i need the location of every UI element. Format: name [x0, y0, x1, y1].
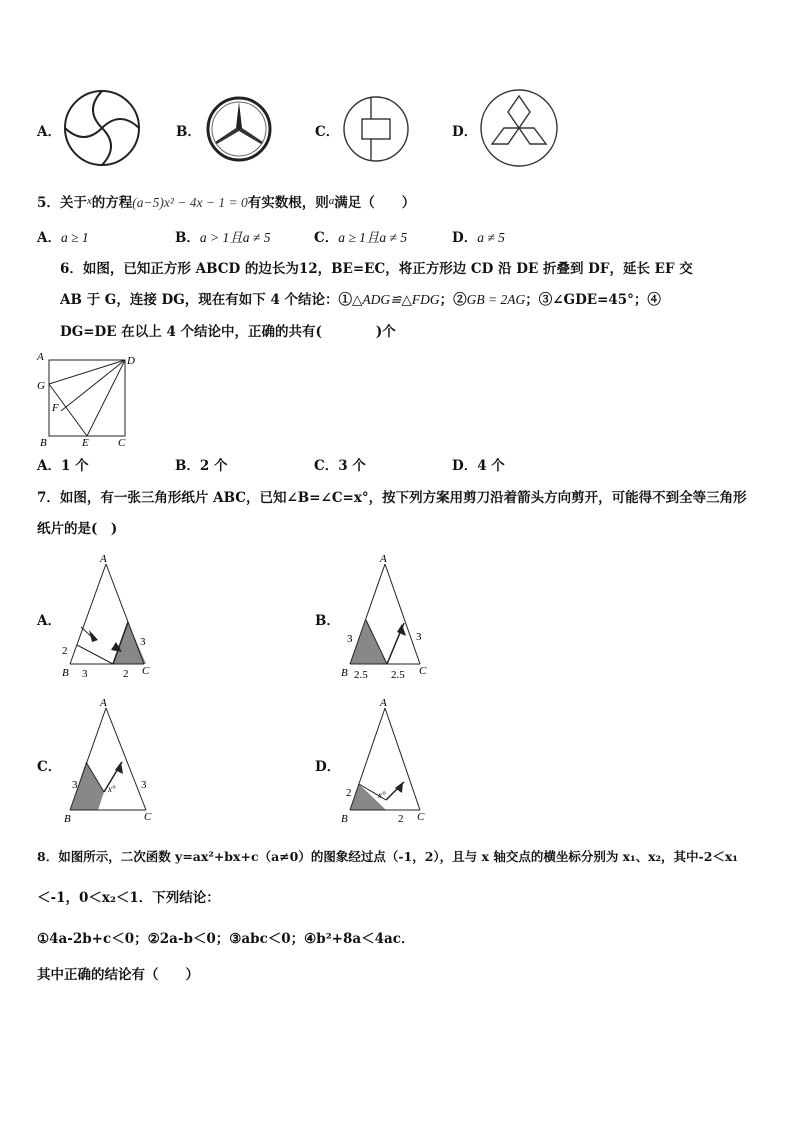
q6-label-d: D — [127, 355, 135, 367]
q7c-label-c: C — [144, 811, 152, 823]
q4-option-c-label: C． — [315, 124, 340, 140]
q7d-label-c: C — [417, 811, 425, 823]
q7b-label-c: C — [419, 665, 427, 677]
q6-option-b[interactable] — [175, 457, 228, 475]
q5-option-b-text: a > 1且a ≠ 5 — [199, 230, 271, 245]
q6-option-b-label: B． — [175, 458, 200, 474]
q6-label-a: A — [37, 351, 44, 363]
q7-option-c-label[interactable]: C． — [37, 759, 62, 775]
q7d-label-a: A — [380, 697, 387, 709]
q8-stem-line2: ＜-1，0＜x₂＜1．下列结论： — [37, 890, 220, 906]
q7b-num-4: 3 — [416, 631, 422, 643]
q4-option-d-label: D． — [452, 124, 478, 140]
q6-stem-line2 — [60, 291, 661, 309]
q4-figure-d-three-diamonds-icon — [478, 88, 560, 168]
q7c-label-a: A — [100, 697, 107, 709]
q7a-label-c: C — [142, 665, 150, 677]
q7a-label-b: B — [62, 667, 69, 679]
q5-stem-part: 满足（ ） — [334, 195, 416, 211]
q6-label-f: F — [52, 402, 59, 414]
q7a-label-a: A — [100, 553, 107, 565]
q6-label-e: E — [82, 437, 89, 449]
q5-option-d[interactable] — [452, 229, 505, 247]
q6-math-congruent: △ADG≌△FDG — [352, 292, 440, 307]
q6-option-a-label: A． — [37, 458, 61, 474]
q6-label-c: C — [118, 437, 126, 449]
q4-option-b-label: B． — [176, 124, 201, 140]
q5-option-d-text: a ≠ 5 — [477, 230, 505, 245]
q6-square-figure — [34, 350, 134, 448]
q5-option-a-label: A． — [37, 230, 61, 246]
q5-stem — [37, 192, 415, 212]
q6-stem-part: ；③∠GDE=45°；④ — [525, 292, 661, 308]
q6-option-a[interactable] — [37, 457, 89, 475]
q6-stem-part: AB 于 G，连接 DG，现在有如下 4 个结论：① — [60, 292, 353, 308]
q6-option-c[interactable] — [314, 457, 366, 475]
q6-option-c-text: 3 个 — [338, 458, 366, 474]
q4-figure-a-pinwheel-circle — [62, 88, 142, 168]
q7b-num-1: 3 — [347, 633, 353, 645]
q7b-label-b: B — [341, 667, 348, 679]
q6-label-g: G — [37, 380, 45, 392]
q8-stem-line1: 8．如图所示，二次函数 y=ax²+bx+c（a≠0）的图象经过点（-1，2），且与 x 轴交点的横坐标分别为 x₁、x₂，其中-2＜x₁ — [37, 849, 738, 864]
q7a-num-2: 3 — [82, 668, 88, 680]
q6-stem-line3: DG=DE 在以上 4 个结论中，正确的共有( )个 — [60, 324, 396, 340]
q7c-angle-x: x° — [108, 784, 116, 794]
q8-conclusions: ①4a-2b+c＜0；②2a-b＜0；③abc＜0；④b²+8a＜4ac． — [37, 931, 415, 947]
q6-option-b-text: 2 个 — [199, 458, 228, 474]
q7-option-d-label[interactable]: D． — [315, 759, 341, 775]
q7-option-a-label[interactable]: A． — [37, 613, 61, 629]
q7-stem-line1: 7．如图，有一张三角形纸片 ABC，已知∠B=∠C=x°，按下列方案用剪刀沿着箭头方向剪开，可能得不到全等三角形 — [37, 490, 747, 506]
q5-option-b[interactable] — [175, 229, 270, 247]
q7d-label-b: B — [341, 813, 348, 825]
q8-question: 其中正确的结论有（ ） — [37, 967, 199, 983]
q5-stem-part: 的方程 — [91, 195, 133, 211]
q5-stem-part: 5．关于 — [37, 195, 87, 211]
q7c-num-1: 3 — [72, 779, 78, 791]
q5-option-c[interactable] — [314, 229, 407, 247]
q5-option-d-label: D． — [452, 230, 478, 246]
q7c-num-3: 3 — [141, 779, 147, 791]
q7-figure-c — [56, 694, 166, 826]
q6-option-c-label: C． — [314, 458, 339, 474]
q5-option-a[interactable] — [37, 229, 89, 247]
q7d-num-1: 2 — [346, 787, 352, 799]
q5-option-c-text: a ≥ 1且a ≠ 5 — [338, 230, 408, 245]
q5-equation: (a−5)x² − 4x − 1 = 0 — [132, 195, 248, 210]
q7c-label-b: B — [64, 813, 71, 825]
q7-stem-line2: 纸片的是( ) — [37, 521, 118, 537]
q7a-num-3: 2 — [123, 668, 129, 680]
q7b-label-a: A — [380, 553, 387, 565]
q7d-angle-x: x° — [378, 790, 386, 800]
q7-figure-b — [336, 550, 436, 682]
q5-var-x: x — [86, 195, 92, 207]
q7a-num-1: 2 — [62, 645, 68, 657]
q6-math-gb: GB = 2AG — [466, 292, 526, 307]
q4-figure-c-square-circle — [340, 95, 412, 163]
q4-option-a-label: A． — [37, 124, 61, 140]
q5-var-a: a — [328, 195, 335, 207]
q7-figure-a — [56, 550, 166, 682]
q4-figure-b-three-pointed-star-icon — [206, 96, 272, 162]
q6-option-d-label: D． — [452, 458, 478, 474]
q5-option-c-label: C． — [314, 230, 339, 246]
q7b-num-2: 2.5 — [354, 669, 368, 681]
q6-option-d-text: 4 个 — [477, 458, 505, 474]
q6-stem-part: ；② — [439, 292, 467, 308]
q6-stem-line1: 6．如图，已知正方形 ABCD 的边长为12，BE=EC，将正方形边 CD 沿 DE 折叠到 DF，延长 EF 交 — [60, 261, 693, 277]
q7a-num-4: 3 — [140, 636, 146, 648]
q7-figure-d — [336, 694, 436, 826]
q5-stem-part: 有实数根，则 — [247, 195, 329, 211]
q5-option-a-text: a ≥ 1 — [60, 230, 89, 245]
q7d-num-3: 2 — [398, 813, 404, 825]
q7-option-b-label[interactable]: B． — [315, 613, 340, 629]
q6-option-a-text: 1 个 — [60, 458, 89, 474]
q6-label-b: B — [40, 437, 47, 449]
q5-option-b-label: B． — [175, 230, 200, 246]
q6-option-d[interactable] — [452, 457, 505, 475]
q7b-num-3: 2.5 — [391, 669, 405, 681]
